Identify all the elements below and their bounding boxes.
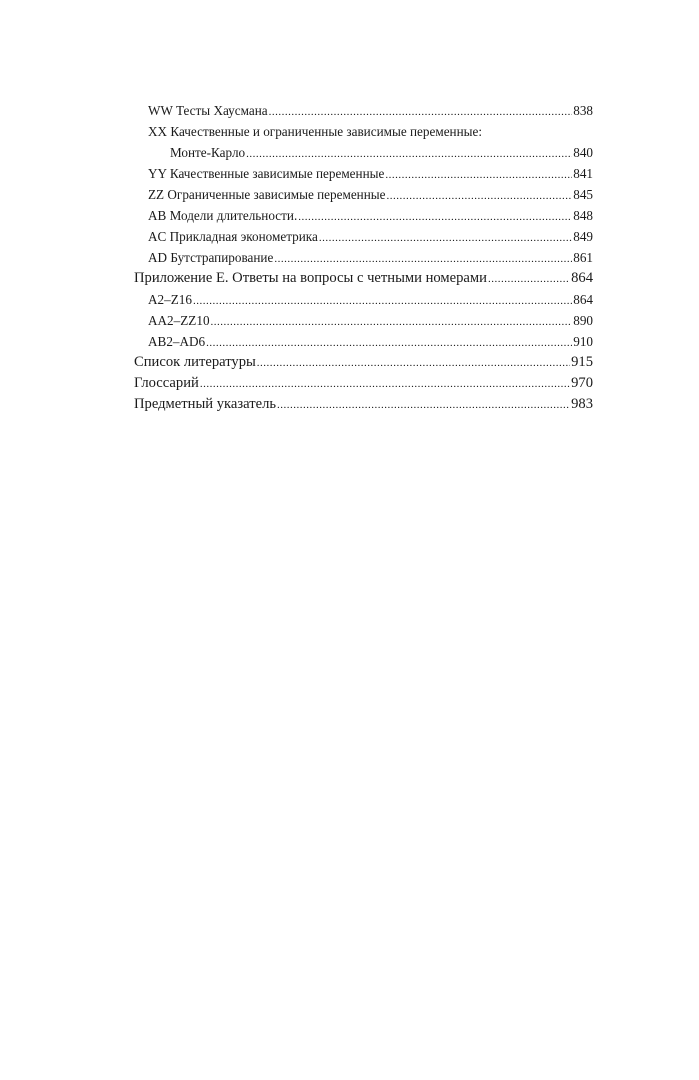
dot-leader xyxy=(298,207,572,228)
toc-entry xyxy=(134,100,593,121)
toc-entry-page: 890 xyxy=(573,313,593,328)
toc-entry-title: ZZ Ограниченные зависимые переменные xyxy=(148,187,386,202)
toc-entry xyxy=(134,142,593,163)
toc-entry-page: 861 xyxy=(573,250,593,265)
toc-entry-page: 840 xyxy=(573,145,593,160)
dot-leader xyxy=(488,269,570,290)
toc-entry xyxy=(134,310,593,331)
dot-leader xyxy=(274,249,572,270)
toc-entry xyxy=(134,163,593,184)
toc-entry-title: Предметный указатель xyxy=(134,396,277,412)
toc-entry-title: AB2–AD6 xyxy=(148,334,206,349)
toc-entry-page: 910 xyxy=(573,334,593,349)
toc-entry-title: Монте-Карло xyxy=(170,145,246,160)
toc-entry-title: AD Бутстрапирование xyxy=(148,250,274,265)
dot-leader xyxy=(246,144,572,165)
dot-leader xyxy=(193,291,572,312)
toc-entry-page: 845 xyxy=(573,187,593,202)
toc-entry-title: A2–Z16 xyxy=(148,292,192,307)
toc-entry-title: Приложение Е. Ответы на вопросы с четными номерами xyxy=(134,270,487,286)
toc-entry-page: 915 xyxy=(571,354,593,370)
toc-entry-title: Глоссарий xyxy=(134,375,199,391)
toc-entry xyxy=(134,121,593,142)
dot-leader xyxy=(319,228,572,249)
dot-leader xyxy=(211,312,573,333)
dot-leader xyxy=(387,186,573,207)
toc-entry xyxy=(134,226,593,247)
toc-entry-title: XX Качественные и ограниченные зависимые переменные: xyxy=(148,124,483,139)
toc-entry-page: 983 xyxy=(571,396,593,412)
toc-entry-title: Список литературы xyxy=(134,354,256,370)
toc-entry-page: 864 xyxy=(573,292,593,307)
dot-leader xyxy=(385,165,572,186)
toc-entry-page: 864 xyxy=(571,270,593,286)
toc-entry xyxy=(134,331,593,352)
toc-entry-page: 838 xyxy=(573,103,593,118)
toc-entry-page: 970 xyxy=(571,375,593,391)
dot-leader xyxy=(206,333,572,354)
toc-entry xyxy=(134,394,593,415)
dot-leader xyxy=(277,395,570,416)
toc-entry-page: 849 xyxy=(573,229,593,244)
toc-entry xyxy=(134,268,593,289)
toc-entry xyxy=(134,373,593,394)
toc-entry-title: AA2–ZZ10 xyxy=(148,313,210,328)
dot-leader xyxy=(269,102,573,123)
toc-entry xyxy=(134,184,593,205)
toc-entry-title: AC Прикладная эконометрика xyxy=(148,229,318,244)
table-of-contents xyxy=(134,100,593,415)
dot-leader xyxy=(200,374,570,395)
toc-entry xyxy=(134,352,593,373)
toc-entry-title: AB Модели длительности. xyxy=(148,208,298,223)
dot-leader xyxy=(257,353,570,374)
toc-entry-title: YY Качественные зависимые переменные xyxy=(148,166,385,181)
toc-entry-page: 841 xyxy=(573,166,593,181)
toc-entry xyxy=(134,247,593,268)
toc-entry xyxy=(134,205,593,226)
toc-entry xyxy=(134,289,593,310)
toc-entry-page: 848 xyxy=(573,208,593,223)
toc-entry-title: WW Тесты Хаусмана xyxy=(148,103,268,118)
